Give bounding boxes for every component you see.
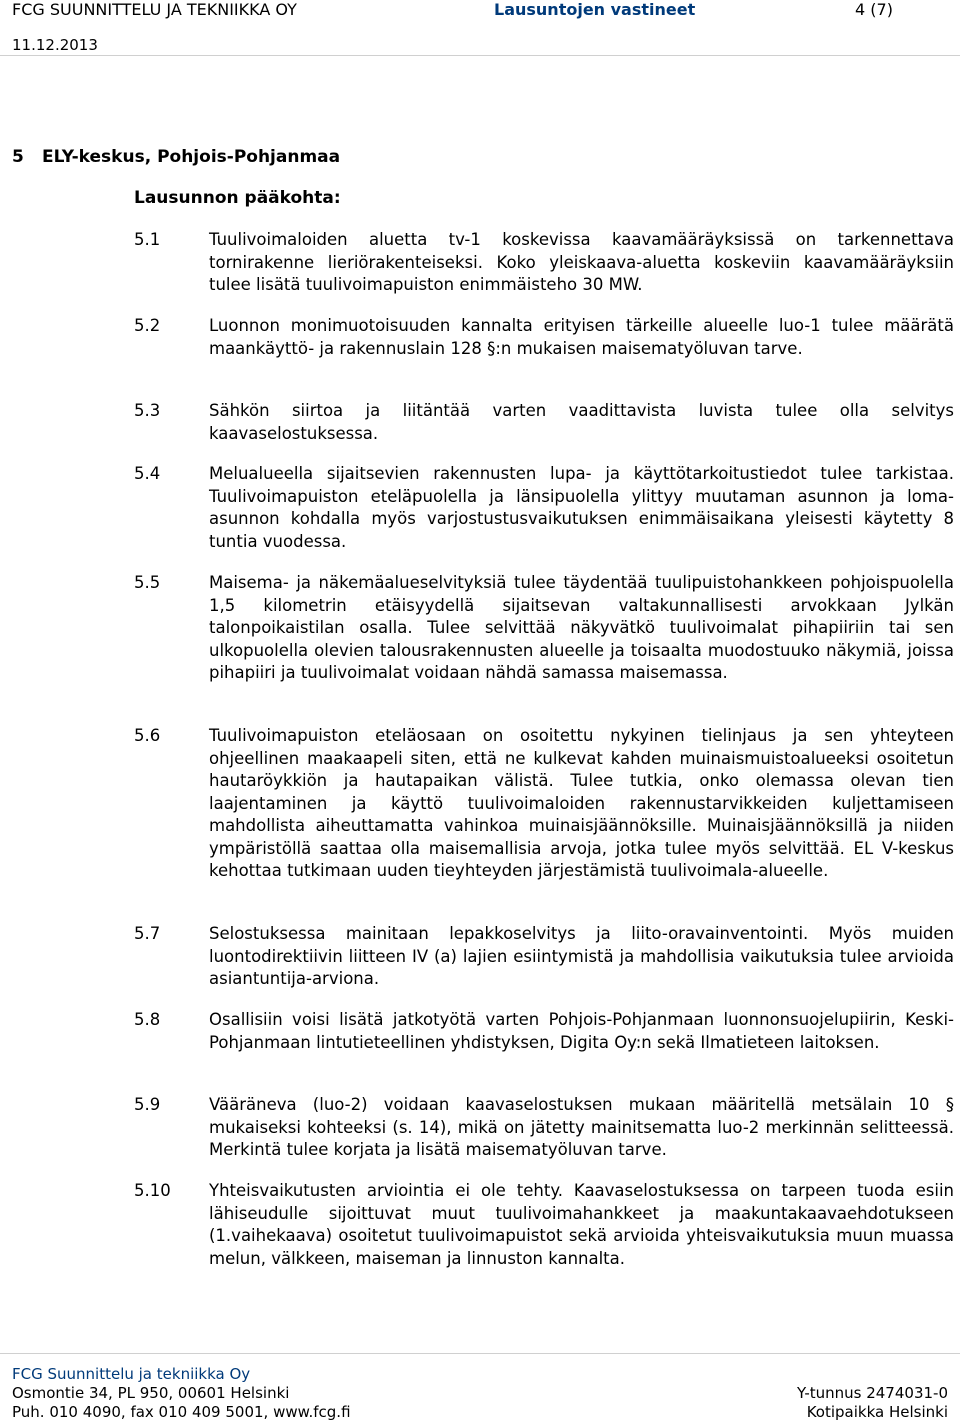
header-document-title: Lausuntojen vastineet: [494, 0, 696, 19]
item-number: 5.3: [134, 401, 161, 420]
page-header: [0, 0, 960, 60]
item-number: 5.5: [134, 573, 161, 592]
item-text: Selostuksessa mainitaan lepakkoselvitys ja liito-oravainventointi. Myös muiden luontodirektiivin liitteen IV (a) lajien esiintymistä ja mahdollisia vaikutuksia tulee arvioida asiantuntija-arviona.: [209, 924, 954, 988]
header-divider: [0, 55, 960, 56]
list-item: [134, 463, 954, 553]
section-title: ELY-keskus, Pohjois-Pohjanmaa: [42, 147, 341, 167]
item-text: Maisema- ja näkemäalueselvityksiä tulee täydentää tuulipuistohankkeen pohjoispuolella 1,5 kilometrin etäisyydellä sijaitsevan valtakunnallisesti arvokkaan Jylkän talonpoikaistilan osalla. Tulee selvittää näkyvätkö tuulivoimalat pihapiiriin tai sen ulkopuolella olevien talousrakennusten alueelle ja toisaalta muodostuuko näkymiä, joissa pihapiiri ja tuulivoimalat voidaan nähdä samassa maisemassa.: [209, 573, 954, 682]
footer-divider: [0, 1353, 960, 1354]
list-item: [134, 315, 954, 360]
footer-domicile: Kotipaikka Helsinki: [806, 1403, 948, 1421]
subheading: Lausunnon pääkohta:: [134, 188, 341, 208]
list-item: [134, 923, 954, 991]
list-item: [134, 229, 954, 297]
footer-address: Osmontie 34, PL 950, 00601 Helsinki: [12, 1384, 290, 1402]
item-text: Tuulivoimapuiston eteläosaan on osoitettu nykyinen tielinjaus ja sen yhteyteen ohjeellinen maakaapeli siten, että ne kulkevat kahden muinaismuistoalueeksi osoitetun hautaröykkiön ja hautapaikan välistä. Tulee tutkia, onko olemassa olevan tien laajentaminen ja käyttö tuulivoimaloiden rakennustarvikkeiden kuljettamiseen mahdollista aiheuttamatta vahinkoa muinaisjäännöksille. Muinaisjäännöksillä ja niiden ympäristöllä saattaa olla maisemallisia arvoja, jotka tulee myös selvittää. EL V-keskus kehottaa tutkimaan uuden tieyhteyden järjestämistä tuulivoimala-alueelle.: [209, 726, 954, 880]
item-number: 5.9: [134, 1095, 161, 1114]
section-heading: [12, 147, 340, 167]
footer-company: FCG Suunnittelu ja tekniikka Oy: [12, 1365, 251, 1383]
header-date: 11.12.2013: [12, 36, 98, 54]
list-item: [134, 400, 954, 445]
footer-contact: Puh. 010 4090, fax 010 409 5001, www.fcg.fi: [12, 1403, 351, 1421]
header-page-number: 4 (7): [855, 0, 893, 19]
list-item: [134, 1180, 954, 1270]
list-item: [134, 1094, 954, 1162]
item-text: Melualueella sijaitsevien rakennusten lupa- ja käyttötarkoitustiedot tulee tarkistaa. Tuulivoimapuiston eteläpuolella ja länsipuolella ylittyy muutaman asunnon ja loma-asunnon kohdalla myös varjostustusvaikutuksen enimmäisaikana yleisesti käytetty 8 tuntia vuodessa.: [209, 464, 954, 551]
section-number: 5: [12, 147, 24, 167]
item-text: Osallisiin voisi lisätä jatkotyötä varten Pohjois-Pohjanmaan luonnonsuojelupiirin, Keski-Pohjanmaan lintutieteellinen yhdistyksen, Digita Oy:n sekä Ilmatieteen laitoksen.: [209, 1010, 954, 1052]
item-text: Tuulivoimaloiden aluetta tv-1 koskevissa kaavamääräyksissä on tarkennettava tornirakenne lieriörakenteiseksi. Koko yleiskaava-aluetta koskeviin kaavamääräyksiin tulee lisätä tuulivoimapuiston enimmäisteho 30 MW.: [209, 230, 954, 294]
page-footer: [0, 1340, 960, 1421]
item-text: Vääräneva (luo-2) voidaan kaavaselostuksen mukaan määritellä metsälain 10 § mukaiseksi kohteeksi (s. 14), mikä on jätetty mainitsematta luo-2 merkinnän selitteessä. Merkintä tulee korjata ja lisätä maisematyöluvan tarve.: [209, 1095, 954, 1159]
item-text: Yhteisvaikutusten arviointia ei ole tehty. Kaavaselostuksessa on tarpeen tuoda esiin lähiseudulle sijoittuvat muut tuulivoimahankkeet ja maakuntakaavaehdotukseen (1.vaihekaava) osoitetut tuulivoimapuistot sekä arvioida yhteisvaikutuksia muun muassa melun, välkkeen, maiseman ja linnuston kannalta.: [209, 1181, 954, 1268]
item-text: Luonnon monimuotoisuuden kannalta erityisen tärkeille alueelle luo-1 tulee määrätä maankäyttö- ja rakennuslain 128 §:n mukaisen maisematyöluvan tarve.: [209, 316, 954, 358]
list-item: [134, 1009, 954, 1054]
item-number: 5.4: [134, 464, 161, 483]
list-item: [134, 725, 954, 883]
footer-business-id: Y-tunnus 2474031-0: [796, 1384, 948, 1402]
item-number: 5.8: [134, 1010, 161, 1029]
header-company: FCG SUUNNITTELU JA TEKNIIKKA OY: [12, 0, 297, 19]
item-text: Sähkön siirtoa ja liitäntää varten vaadittavista luvista tulee olla selvitys kaavaselostuksessa.: [209, 401, 954, 443]
item-number: 5.1: [134, 230, 161, 249]
item-number: 5.7: [134, 924, 161, 943]
item-number: 5.2: [134, 316, 161, 335]
item-number: 5.6: [134, 726, 161, 745]
item-number: 5.10: [134, 1181, 171, 1200]
list-item: [134, 572, 954, 685]
